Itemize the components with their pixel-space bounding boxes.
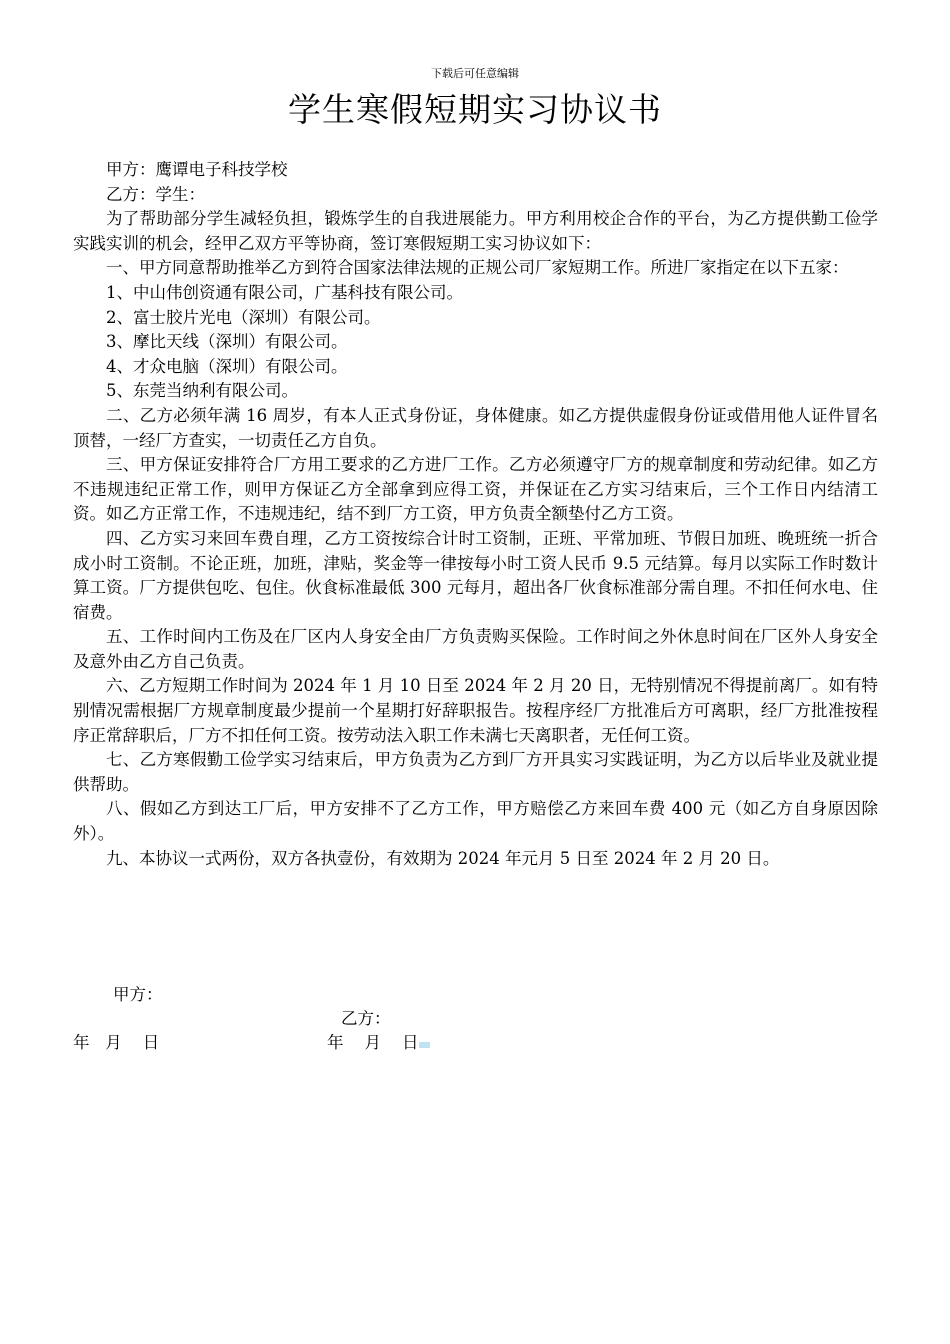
clause-3: 三、甲方保证安排符合厂方用工要求的乙方进厂工作。乙方必须遵守厂方的规章制度和劳动纪律。如乙方不违规违纪正常工作，则甲方保证乙方全部拿到应得工资，并保证在乙方实习结束后，三个工作日内结清工资。如乙方正常工作，不违规违纪，结不到厂方工资，甲方负责全额垫付乙方工资。 (73, 455, 878, 524)
company-item-2: 2、富士胶片光电（深圳）有限公司。 (106, 307, 381, 327)
company-item-5: 5、东莞当纳利有限公司。 (106, 381, 298, 401)
clause-1: 一、甲方同意帮助推举乙方到符合国家法律法规的正规公司厂家短期工作。所进厂家指定在以下五家： (106, 258, 849, 278)
party-a-signature-label: 甲方： (113, 985, 163, 1004)
clause-2: 二、乙方必须年满 16 周岁，有本人正式身份证，身体健康。如乙方提供虚假身份证或借用他人证件冒名顶替，一经厂方查实，一切责任乙方自负。 (73, 405, 878, 450)
party-b-date-text: 年 月 日 (327, 1033, 419, 1052)
party-a-date-text: 年 月 日 (73, 1033, 160, 1052)
intro-paragraph: 为了帮助部分学生减轻负担，锻炼学生的自我进展能力。甲方利用校企合作的平台，为乙方提供勤工俭学实践实训的机会，经甲乙双方平等协商，签订寒假短期工实习协议如下： (73, 209, 878, 253)
party-b-date (327, 1031, 430, 1056)
clause-5: 五、工作时间内工伤及在厂区内人身安全由厂方负责购买保险。工作时间之外休息时间在厂区外人身安全及意外由乙方自己负责。 (73, 627, 878, 671)
clause-4: 四、乙方实习来回车费自理，乙方工资按综合计时工资制，正班、平常加班、节假日加班、晚班统一折合成小时工资制。不论正班，加班，津贴，奖金等一律按每小时工资人民币 9.5 元结算。每月以实际工作时数计算工资。厂方提供包吃、包住。伙食标准最低 300 元每月，超出各厂伙食标准部分需自理。不扣任何水电、住宿费。 (73, 528, 878, 622)
document-title: 学生寒假短期实习协议书 (288, 90, 662, 129)
party-b-signature-label: 乙方： (341, 1009, 391, 1028)
company-item-1: 1、中山伟创资通有限公司，广基科技有限公司。 (106, 282, 463, 302)
clause-8: 八、假如乙方到达工厂后，甲方安排不了乙方工作，甲方赔偿乙方来回车费 400 元（如乙方自身原因除外）。 (73, 799, 878, 844)
agreement-body (73, 158, 878, 871)
text-cursor-marker (419, 1042, 430, 1048)
clause-7: 七、乙方寒假勤工俭学实习结束后，甲方负责为乙方到厂方开具实习实践证明，为乙方以后毕业及就业提供帮助。 (73, 750, 878, 794)
party-a-date (73, 1031, 159, 1056)
clause-6: 六、乙方短期工作时间为 2024 年 1 月 10 日至 2024 年 2 月 20 日，无特别情况不得提前离厂。如有特别情况需根据厂方规章制度最少提前一个星期打好辞职报告。按程序经厂方批准后方可离职，经厂方批准按程序正常辞职后，厂方不扣任何工资。按劳动法入职工作未满七天离职者，无任何工资。 (73, 676, 878, 745)
company-item-3: 3、摩比天线（深圳）有限公司。 (106, 332, 348, 352)
party-b-line: 乙方：学生： (106, 184, 205, 204)
header-note: 下载后可任意编辑 (431, 67, 519, 80)
company-item-4: 4、才众电脑（深圳）有限公司。 (106, 356, 348, 376)
party-a-line: 甲方：鹰谭电子科技学校 (106, 160, 288, 179)
clause-9: 九、本协议一式两份，双方各执壹份，有效期为 2024 年元月 5 日至 2024 年 2 月 20 日。 (106, 848, 780, 868)
